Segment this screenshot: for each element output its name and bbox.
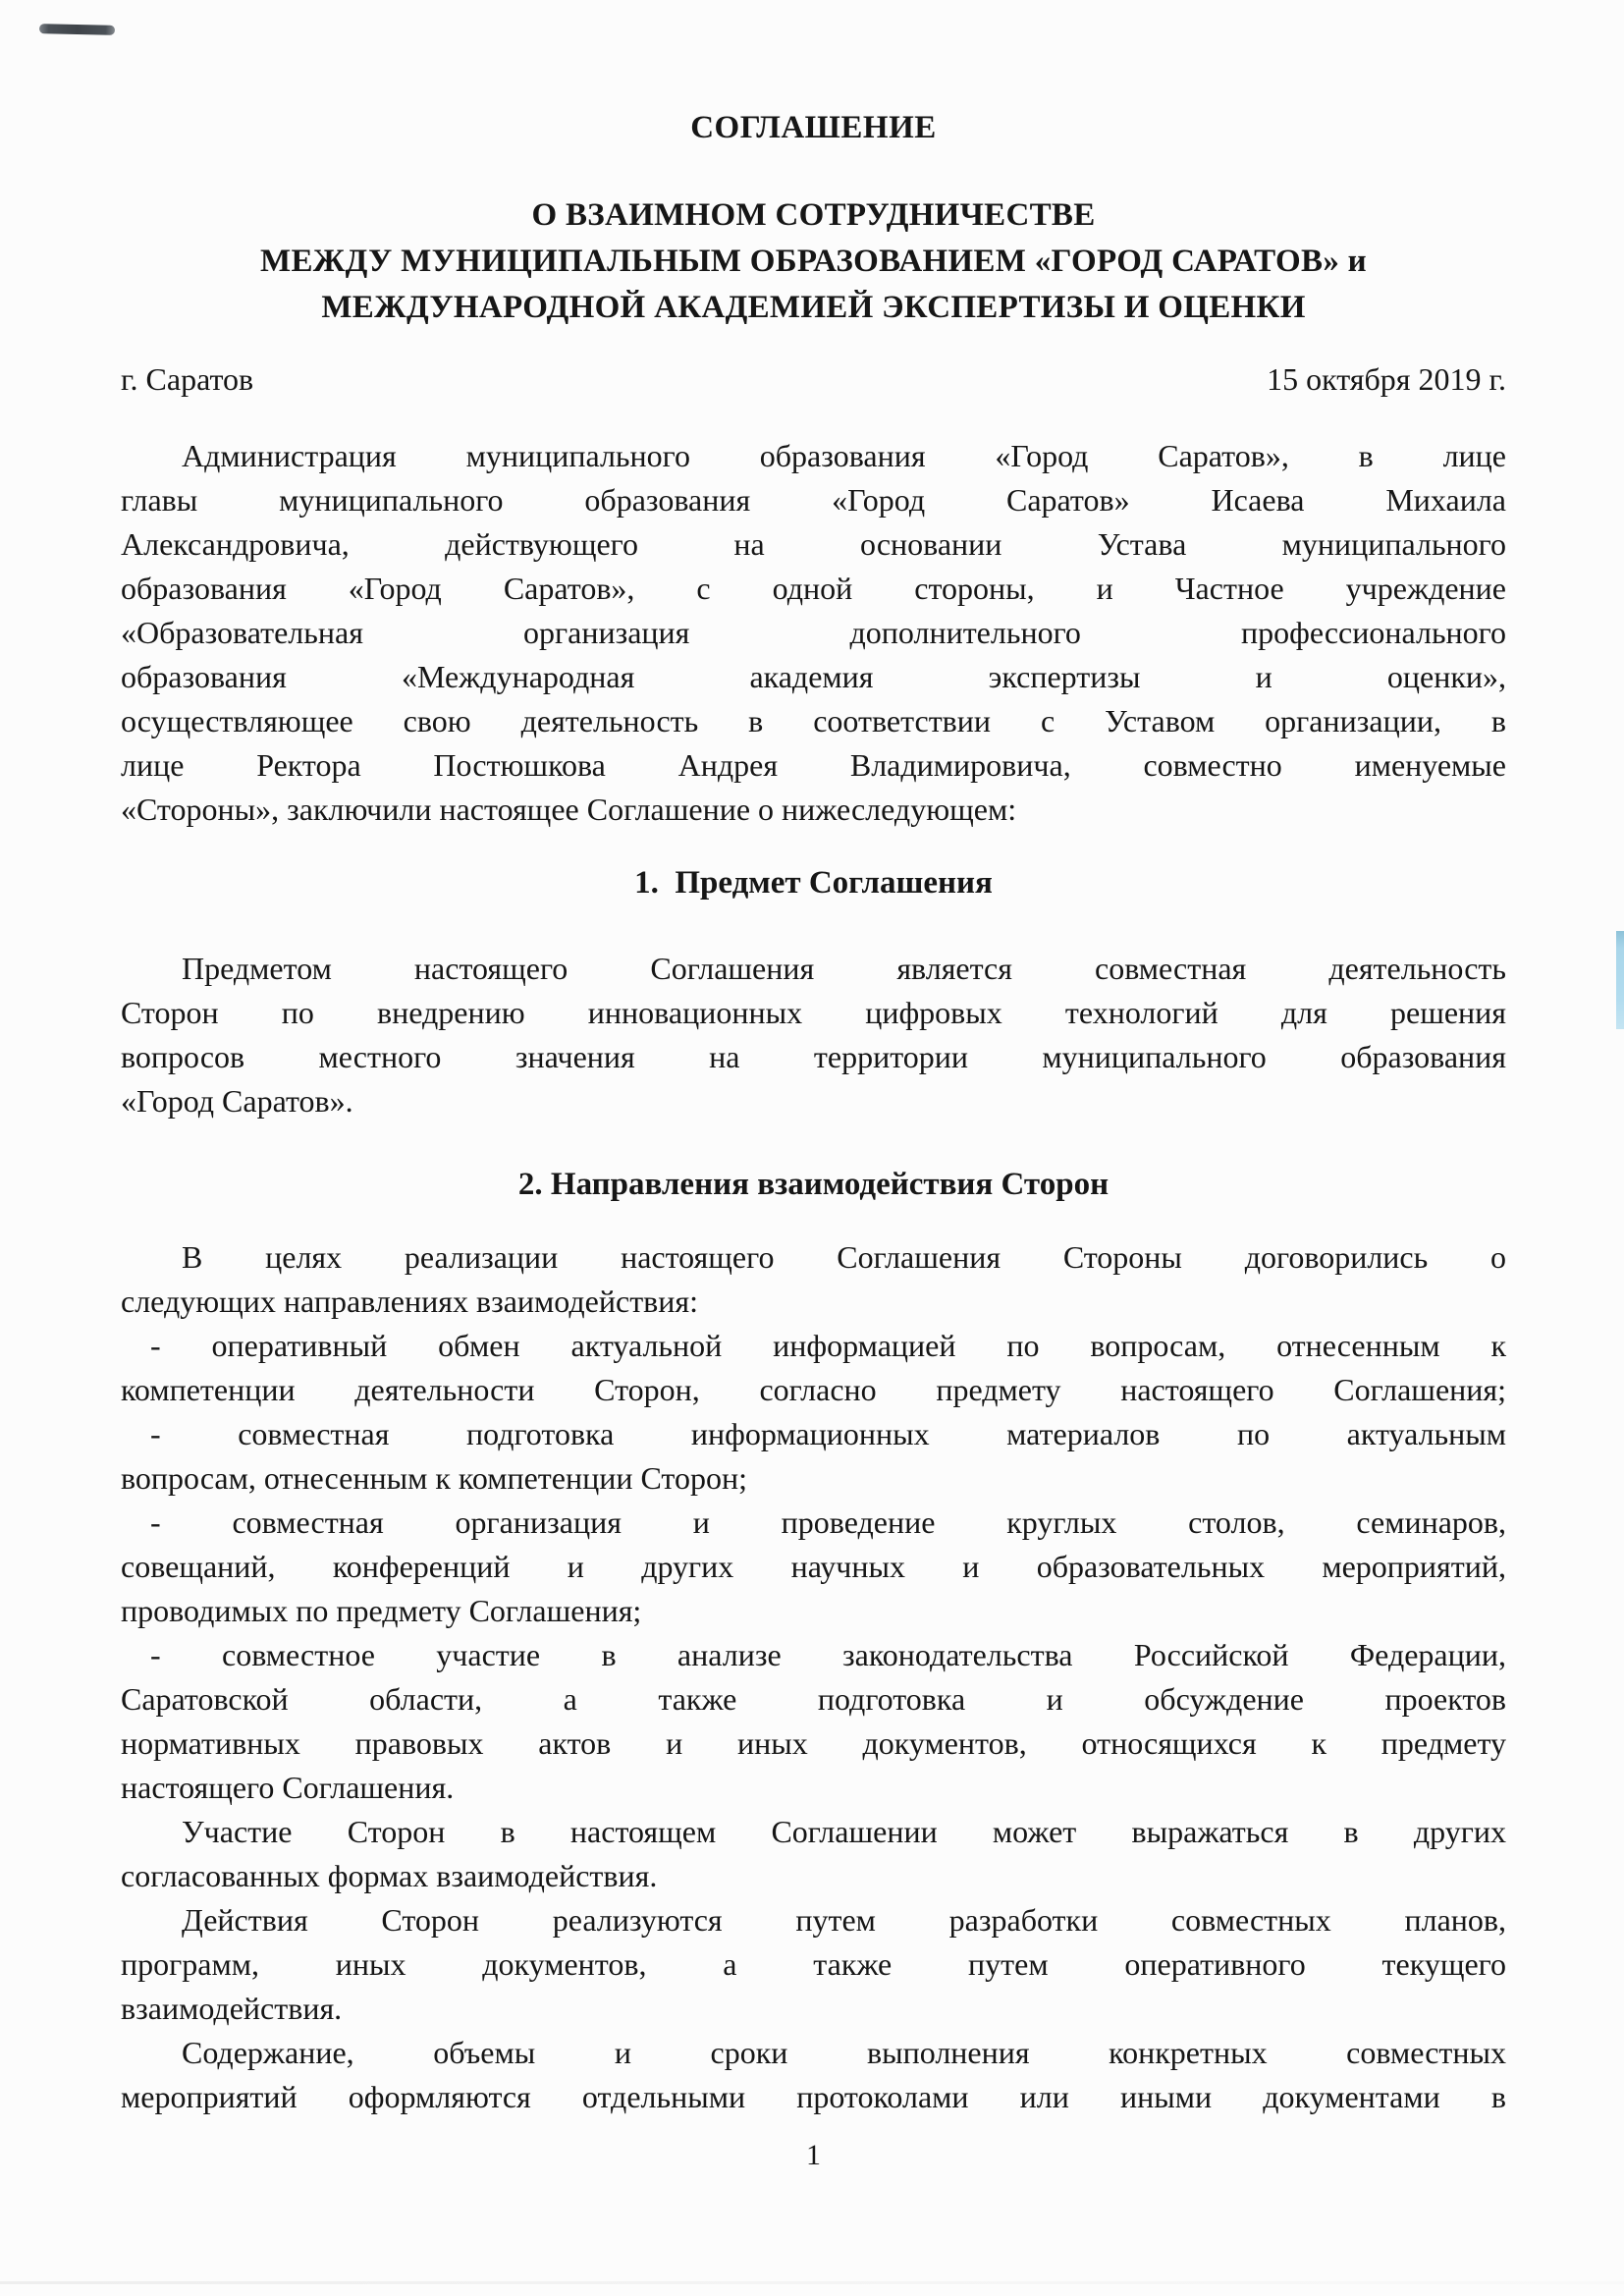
- text-line: образования «Город Саратов», с одной стороны, и Частное учреждение: [121, 571, 1506, 606]
- section-2-heading: 2. Направления взаимодействия Сторон: [517, 1167, 1110, 1202]
- intro-paragraph: [121, 434, 1506, 832]
- document-subtitle: [121, 192, 1506, 331]
- text-line: взаимодействия.: [121, 1991, 343, 2026]
- subtitle-line-2: МЕЖДУ МУНИЦИПАЛЬНЫМ ОБРАЗОВАНИЕМ «ГОРОД САРАТОВ» и: [260, 244, 1367, 279]
- text-line: - совместная подготовка информационных материалов по актуальным: [150, 1416, 1506, 1451]
- text-line: Александровича, действующего на основании Устава муниципального: [121, 526, 1506, 562]
- scan-edge-blue-strip: [1616, 931, 1624, 1029]
- list-item: [121, 1501, 1506, 1633]
- paragraph: [121, 2031, 1506, 2119]
- text-line: нормативных правовых актов и иных документов, относящихся к предмету: [121, 1725, 1506, 1761]
- list-item: [121, 1633, 1506, 1810]
- text-line: Сторон по внедрению инновационных цифровых технологий для решения: [121, 995, 1506, 1030]
- text-line: совещаний, конференций и других научных и образовательных мероприятий,: [121, 1549, 1506, 1584]
- list-item: [121, 1412, 1506, 1501]
- text-line: - совместное участие в анализе законодательства Российской Федерации,: [150, 1637, 1506, 1672]
- section-1-paragraph: [121, 947, 1506, 1123]
- text-line: Содержание, объемы и сроки выполнения конкретных совместных: [182, 2035, 1506, 2070]
- paragraph: [121, 1235, 1506, 1324]
- text-line: - оперативный обмен актуальной информацией по вопросам, отнесенным к: [150, 1328, 1506, 1363]
- text-line: следующих направлениях взаимодействия:: [121, 1284, 699, 1319]
- text-line: осуществляющее свою деятельность в соответствии с Уставом организации, в: [121, 703, 1506, 738]
- text-line: - совместная организация и проведение круглых столов, семинаров,: [150, 1504, 1506, 1540]
- date-label: 15 октября 2019 г.: [1267, 361, 1506, 397]
- text-line: настоящего Соглашения.: [121, 1770, 455, 1805]
- place-label: г. Саратов: [121, 361, 254, 397]
- text-line: лице Ректора Постюшкова Андрея Владимировича, совместно именуемые: [121, 747, 1506, 783]
- text-line: «Город Саратов».: [121, 1083, 353, 1119]
- paragraph: [121, 1898, 1506, 2031]
- scan-corner-mark: [39, 24, 115, 35]
- text-line: образования «Международная академия экспертизы и оценки»,: [121, 659, 1506, 694]
- text-line: Саратовской области, а также подготовка и обсуждение проектов: [121, 1681, 1506, 1717]
- text-line: «Образовательная организация дополнительного профессионального: [121, 615, 1506, 650]
- text-line: В целях реализации настоящего Соглашения Стороны договорились о: [182, 1239, 1506, 1275]
- text-line: мероприятий оформляются отдельными протоколами или иными документами в: [121, 2079, 1506, 2114]
- text-line: Действия Сторон реализуются путем разработки совместных планов,: [182, 1902, 1506, 1938]
- document-content: [121, 106, 1506, 2177]
- text-line: компетенции деятельности Сторон, согласно предмету настоящего Соглашения;: [121, 1372, 1506, 1407]
- section-1-heading: 1. Предмет Соглашения: [634, 865, 993, 901]
- subtitle-line-3: МЕЖДУНАРОДНОЙ АКАДЕМИЕЙ ЭКСПЕРТИЗЫ И ОЦЕНКИ: [321, 290, 1306, 325]
- text-line: Администрация муниципального образования «Город Саратов», в лице: [182, 438, 1506, 473]
- text-line: программ, иных документов, а также путем оперативного текущего: [121, 1946, 1506, 1982]
- text-line: главы муниципального образования «Город Саратов» Исаева Михаила: [121, 482, 1506, 518]
- page-number: 1: [806, 2139, 821, 2171]
- text-line: проводимых по предмету Соглашения;: [121, 1593, 642, 1628]
- text-line: согласованных формах взаимодействия.: [121, 1858, 658, 1893]
- list-item: [121, 1324, 1506, 1412]
- text-line: Предметом настоящего Соглашения является совместная деятельность: [182, 951, 1506, 986]
- text-line: вопросов местного значения на территории муниципального образования: [121, 1039, 1506, 1074]
- dateline: [121, 355, 1506, 405]
- subtitle-line-1: О ВЗАИМНОМ СОТРУДНИЧЕСТВЕ: [531, 197, 1096, 233]
- text-line: «Стороны», заключили настоящее Соглашение о нижеследующем:: [121, 792, 1017, 827]
- document-title: СОГЛАШЕНИЕ: [690, 110, 937, 145]
- text-line: вопросам, отнесенным к компетенции Сторон;: [121, 1460, 747, 1496]
- paragraph: [121, 1810, 1506, 1898]
- text-line: Участие Сторон в настоящем Соглашении может выражаться в других: [182, 1814, 1506, 1849]
- document-body: [121, 434, 1506, 2119]
